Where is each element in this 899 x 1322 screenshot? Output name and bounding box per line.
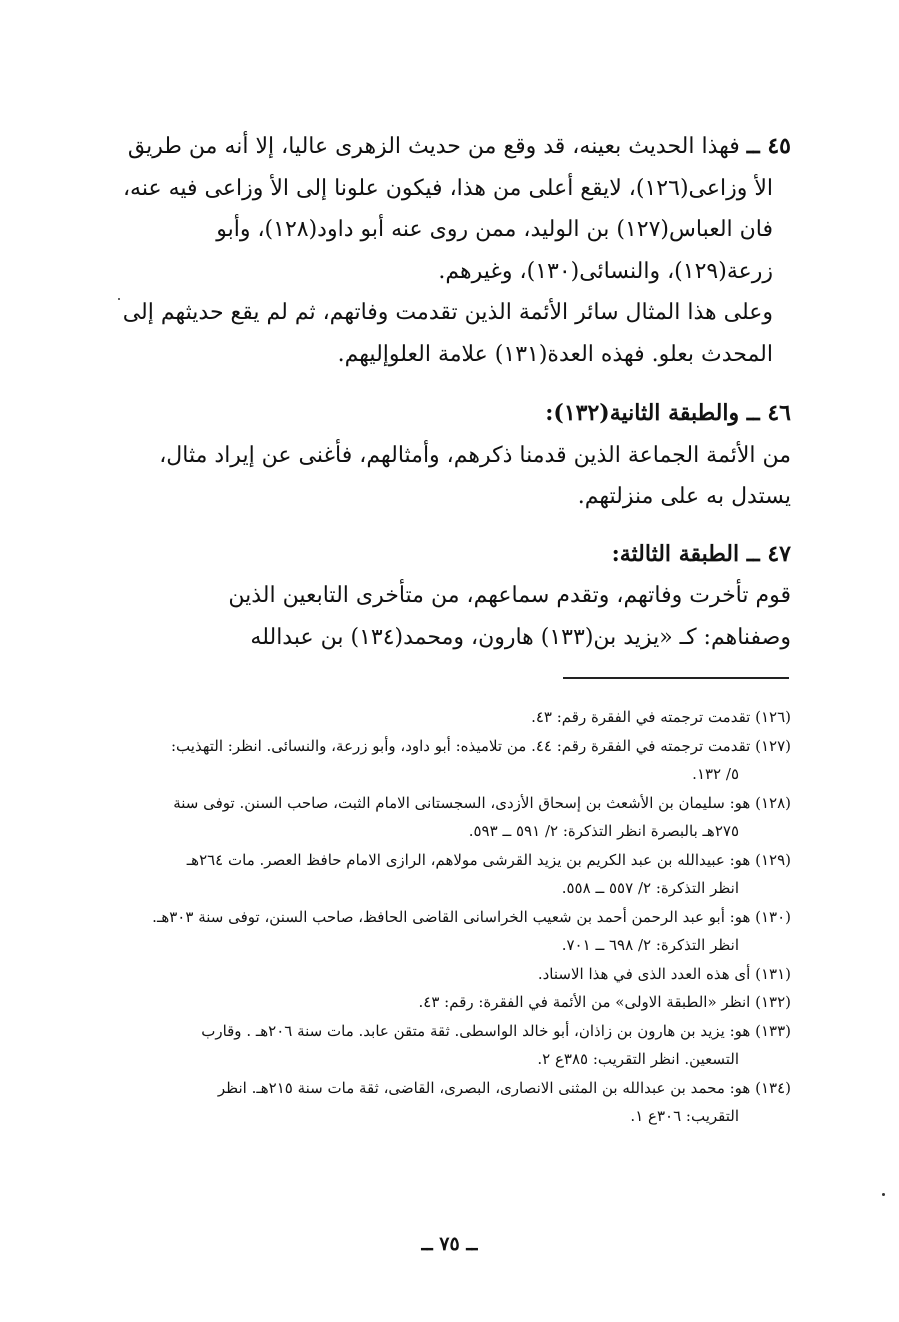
footnote-line: (١٣١) أى هذه العدد الذى في هذا الاسناد. xyxy=(537,964,791,983)
text-line: قوم تأخرت وفاتهم، وتقدم سماعهم، من متأخرى التابعين الذين xyxy=(228,583,791,608)
footnote-line: (١٢٦) تقدمت ترجمته في الفقرة رقم: ٤٣. xyxy=(531,708,791,726)
footnote-line: التقريب: ٣٠٦ع ١. xyxy=(630,1107,739,1125)
footnote-line: (١٣٠) هو: أبو عبد الرحمن أحمد بن شعيب الخراسانى القاضى الحافظ، صاحب السنن، توفى سنة ٣٠٣هـ. xyxy=(152,907,791,926)
footnote-line: ٥/ ١٣٢. xyxy=(692,765,739,783)
text-line: يستدل به على منزلتهم. xyxy=(577,484,791,509)
paragraph-number: ٤٦ ــ xyxy=(746,400,791,426)
main-text xyxy=(101,126,791,658)
text-line: زرعة(١٢٩)، والنسائى(١٣٠)، وغيرهم. xyxy=(438,258,773,284)
footnote-line: (١٢٨) هو: سليمان بن الأشعث بن إسحاق الأزدى، السجستانى الامام الثبت، صاحب السنن. توفى سنة xyxy=(173,793,791,812)
section-heading xyxy=(101,534,791,576)
line-text: فهذا الحديث بعينه، قد وقع من حديث الزهرى عاليا، إلا أنه من طريق xyxy=(127,134,740,159)
footnote-line: انظر التذكرة: ٢/ ٦٩٨ ــ ٧٠١. xyxy=(561,936,739,954)
paragraph-46 xyxy=(101,393,791,518)
paragraph-47 xyxy=(101,534,791,659)
heading-text: والطبقة الثانية(١٣٢): xyxy=(545,400,740,426)
text-line: وصفناهم: كـ «يزيد بن(١٣٣) هارون، ومحمد(١٣٤) بن عبدالله xyxy=(250,624,791,650)
scan-speck xyxy=(118,298,120,300)
footnote-line: ٢٧٥هـ بالبصرة انظر التذكرة: ٢/ ٥٩١ ــ ٥٩٣. xyxy=(468,822,739,840)
text-line: الأ وزاعى(١٢٦)، لايقع أعلى من هذا، فيكون علونا إلى الأ وزاعى فيه عنه، xyxy=(122,175,773,201)
text-line: فان العباس(١٢٧) بن الوليد، ممن روى عنه أبو داود(١٢٨)، وأبو xyxy=(216,217,773,242)
text-line: وعلى هذا المثال سائر الأئمة الذين تقدمت وفاتهم، ثم لم يقع حديثهم إلى xyxy=(122,300,773,325)
scan-speck xyxy=(882,1193,885,1196)
section-heading xyxy=(101,393,791,435)
paragraph-45 xyxy=(101,126,791,375)
footnotes xyxy=(101,703,791,1131)
footnote-line: انظر التذكرة: ٢/ ٥٥٧ ــ ٥٥٨. xyxy=(561,879,739,897)
paragraph-number: ٤٥ ــ xyxy=(746,133,791,159)
text-line: من الأئمة الجماعة الذين قدمنا ذكرهم، وأمثالهم، فأغنى عن إيراد مثال، xyxy=(159,442,791,468)
footnote-line: (١٣٣) هو: يزيد بن هارون بن زاذان، أبو خالد الواسطى. ثقة متقن عابد. مات سنة ٢٠٦هـ . وقارب xyxy=(201,1021,791,1040)
footnote-line: (١٢٧) تقدمت ترجمته في الفقرة رقم: ٤٤. من تلاميذه: أبو داود، وأبو زرعة، والنسائى. انظر: التهذيب: xyxy=(170,736,791,755)
page-number: ــ ٧٥ ــ xyxy=(421,1233,478,1255)
text-line: المحدث بعلو. فهذه العدة(١٣١) علامة العلوإليهم. xyxy=(337,341,773,367)
footnote-line: (١٣٢) انظر «الطبقة الاولى» من الأئمة في الفقرة: رقم: ٤٣. xyxy=(418,993,791,1011)
footnote-divider xyxy=(563,677,789,679)
footnote-line: التسعين. انظر التقريب: ٣٨٥ع ٢. xyxy=(537,1050,739,1068)
heading-text: الطبقة الثالثة: xyxy=(611,540,740,567)
footnote-line: (١٢٩) هو: عبيدالله بن عبد الكريم بن يزيد القرشى مولاهم، الرازى الامام حافظ العصر. مات ٢٦٤هـ xyxy=(186,850,791,869)
footnote-line: (١٣٤) هو: محمد بن عبدالله بن المثنى الانصارى، البصرى، القاضى، ثقة مات سنة ٢١٥هـ. انظر xyxy=(217,1078,791,1097)
text-line xyxy=(101,126,791,168)
paragraph-number: ٤٧ ــ xyxy=(746,540,791,567)
